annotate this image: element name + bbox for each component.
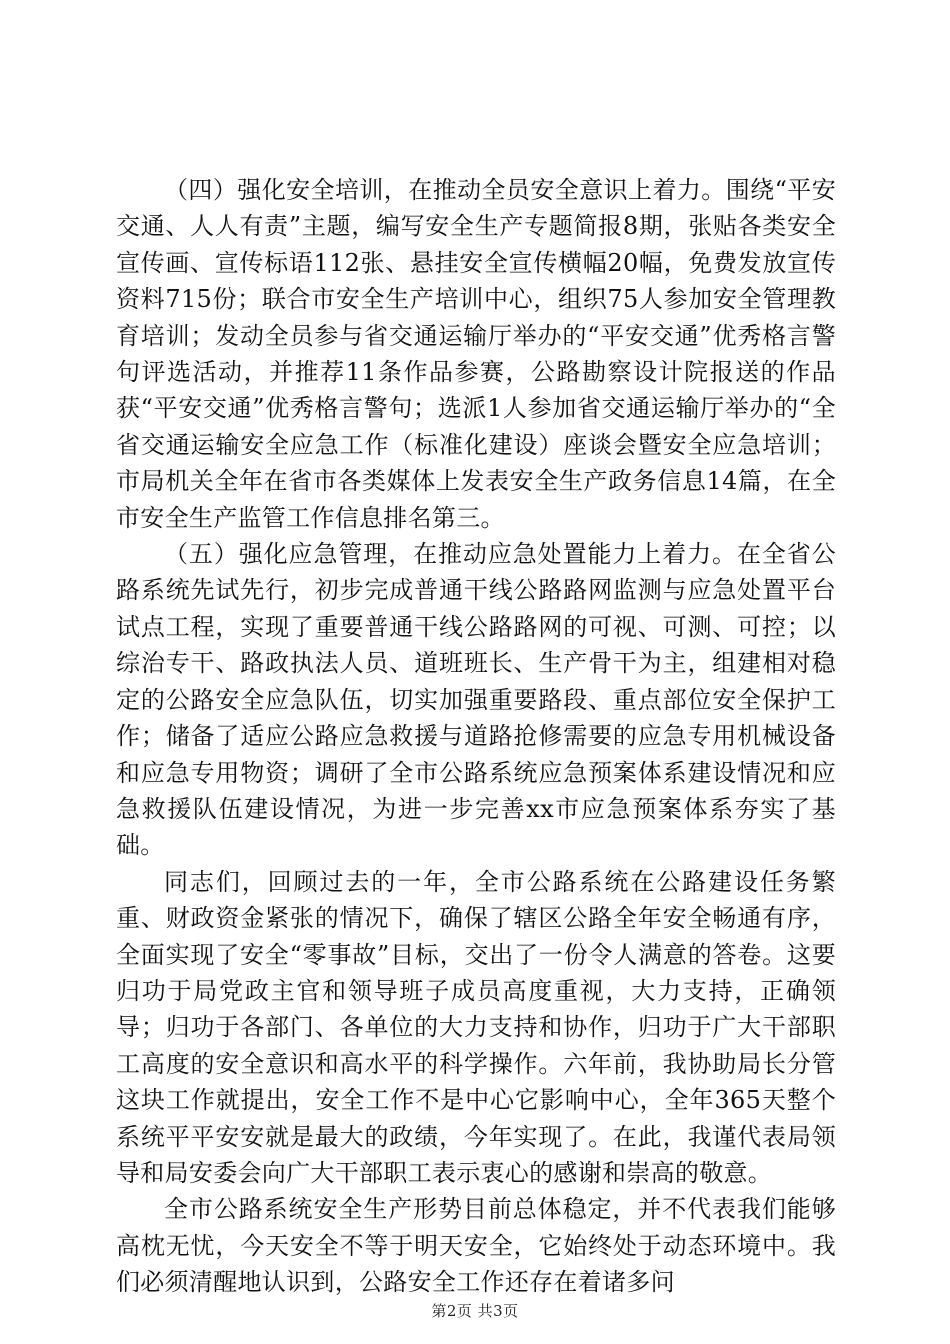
paragraph-emergency-management: （五）强化应急管理，在推动应急处置能力上着力。在全省公路系统先试先行，初步完成普通干线公路路网监测与应急处置平台试点工程，实现了重要普通干线公路路网的可视、可测、可控；以综治专干、路政执法人员、道班班长、生产骨干为主，组建相对稳定的公路安全应急队伍，切实加强重要路段、重点部位安全保护工作；储备了适应公路应急救援与道路抢修需要的应急专用机械设备和应急专用物资；调研了全市公路系统应急预案体系建设情况和应急救援队伍建设情况，为进一步完善xx市应急预案体系夯实了基础。 — [116, 540, 836, 860]
page-number-footer: 第2页 共3页 — [431, 1302, 519, 1320]
paragraph-year-review: 同志们，回顾过去的一年，全市公路系统在公路建设任务繁重、财政资金紧张的情况下，确保了辖区公路全年安全畅通有序，全面实现了安全“零事故”目标，交出了一份令人满意的答卷。这要归功于局党政主官和领导班子成员高度重视，大力支持，正确领导；归功于各部门、各单位的大力支持和协作，归功于广大干部职工高度的安全意识和高水平的科学操作。六年前，我协助局长分管这块工作就提出，安全工作不是中心它影响中心，全年365天整个系统平平安安就是最大的政绩，今年实现了。在此，我谨代表局领导和局安委会向广大干部职工表示衷心的感谢和崇高的敬意。 — [116, 867, 836, 1187]
paragraph-current-situation: 全市公路系统安全生产形势目前总体稳定，并不代表我们能够高枕无忧，今天安全不等于明天安全，它始终处于动态环境中。我们必须清醒地认识到，公路安全工作还存在着诸多问 — [116, 1195, 836, 1297]
document-body — [116, 172, 836, 1301]
paragraph-safety-training: （四）强化安全培训，在推动全员安全意识上着力。围绕“平安交通、人人有责”主题，编写安全生产专题简报8期，张贴各类安全宣传画、宣传标语112张、悬挂安全宣传横幅20幅，免费发放宣传资料715份；联合市安全生产培训中心，组织75人参加安全管理教育培训；发动全员参与省交通运输厅举办的“平安交通”优秀格言警句评选活动，并推荐11条作品参赛，公路勘察设计院报送的作品获“平安交通”优秀格言警句；选派1人参加省交通运输厅举办的“全省交通运输安全应急工作（标准化建设）座谈会暨安全应急培训；市局机关全年在省市各类媒体上发表安全生产政务信息14篇，在全市安全生产监管工作信息排名第三。 — [116, 176, 836, 532]
